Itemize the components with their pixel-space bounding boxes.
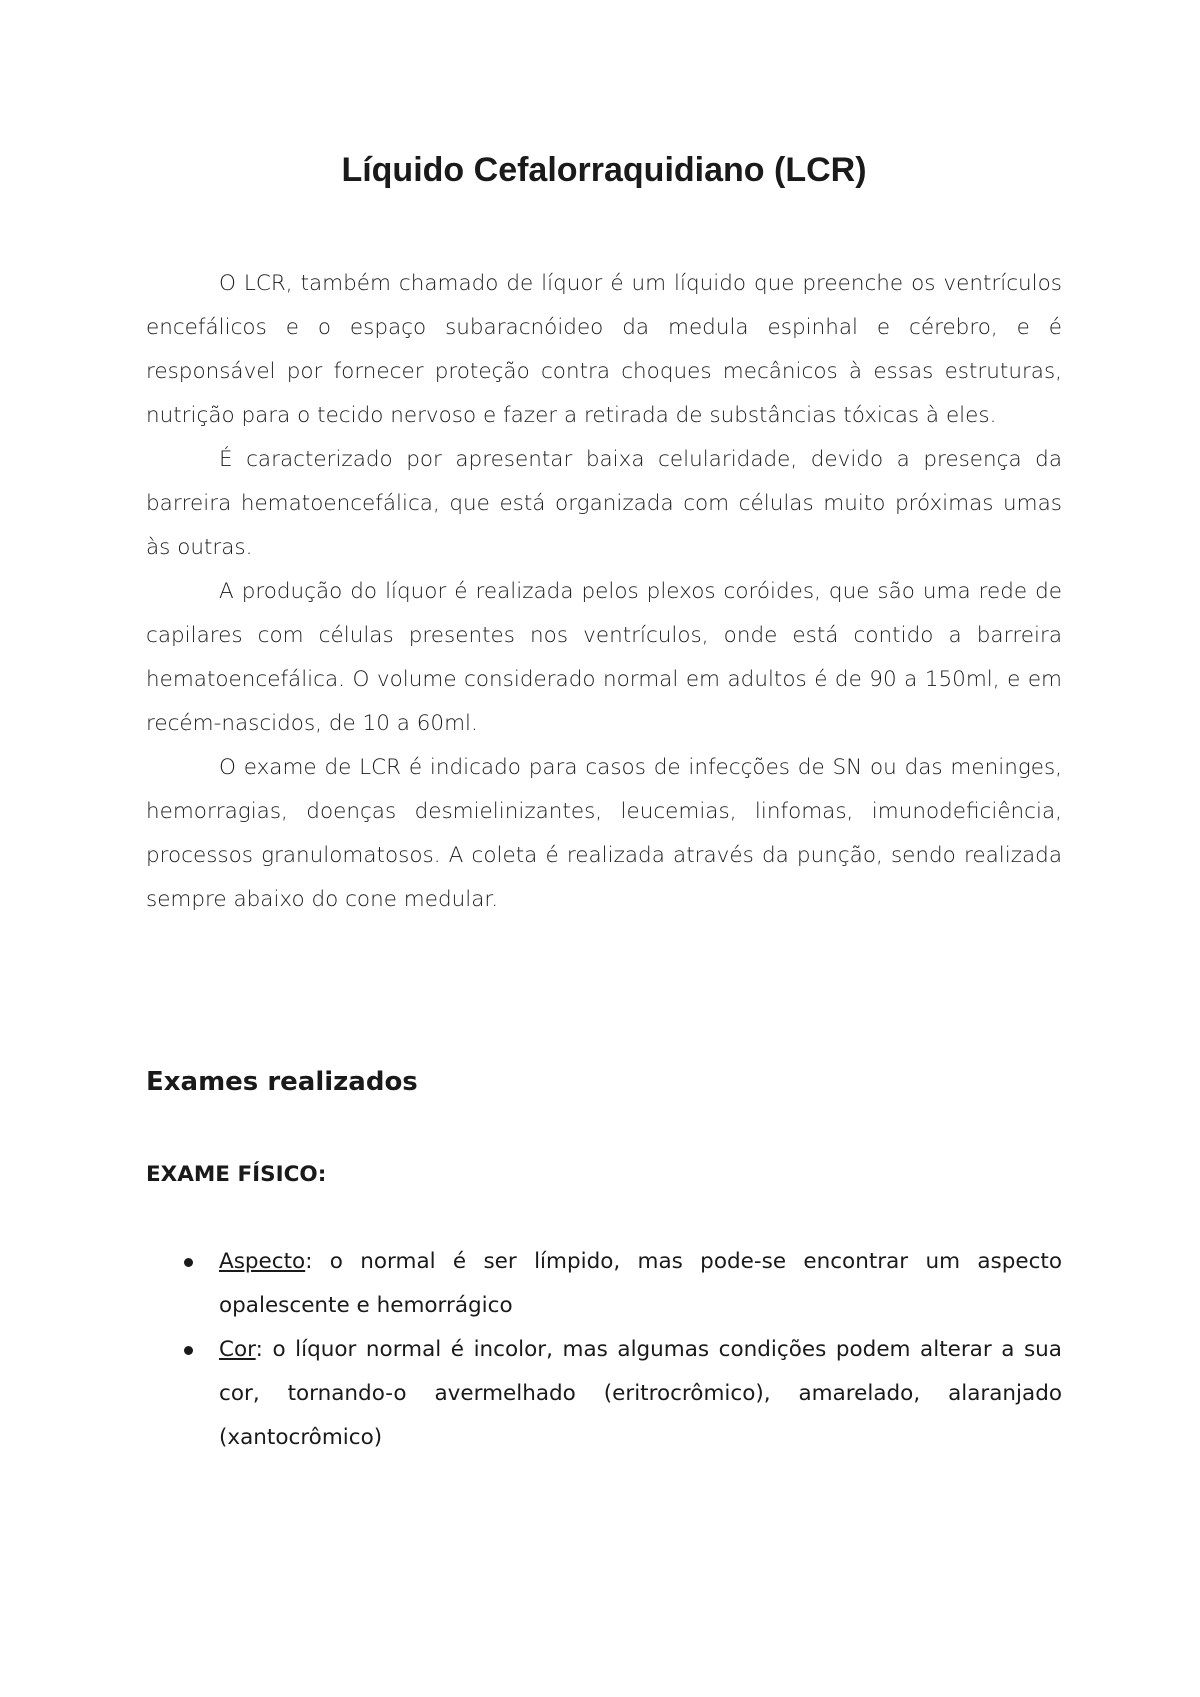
bullet-list (146, 1240, 1062, 1460)
sub-heading: EXAME FÍSICO: (146, 1162, 327, 1187)
paragraph: O LCR, também chamado de líquor é um líquido que preenche os ventrículos encefálicos e o espaço subaracnóideo da medula espinhal e cérebro, e é responsável por fornecer proteção contra choques mecânicos à essas estruturas, nutrição para o tecido nervoso e fazer a retirada de substâncias tóxicas à eles. (146, 271, 1062, 428)
document-title: Líquido Cefalorraquidiano (LCR) (341, 151, 867, 189)
paragraph: A produção do líquor é realizada pelos plexos coróides, que são uma rede de capilares com células presentes nos ventrículos, onde está contido a barreira hematoencefálica. O volume considerado normal em adultos é de 90 a 150ml, e em recém-nascidos, de 10 a 60ml. (146, 579, 1062, 736)
section-heading: Exames realizados (146, 1067, 418, 1097)
paragraph: É caracterizado por apresentar baixa celularidade, devido a presença da barreira hematoencefálica, que está organizada com células muito próximas umas às outras. (146, 447, 1062, 560)
bullet-icon (184, 1346, 193, 1355)
bullet-icon (184, 1258, 193, 1267)
intro-text (146, 262, 1062, 922)
list-item-term: Aspecto (219, 1249, 306, 1274)
list-item (146, 1328, 1062, 1460)
list-item (146, 1240, 1062, 1328)
list-item-term: Cor (219, 1337, 256, 1362)
list-item-text: : o líquor normal é incolor, mas algumas condições podem alterar a sua cor, tornando-o avermelhado (eritrocrômico), amarelado, alaranjado (xantocrômico) (219, 1337, 1062, 1450)
paragraph: O exame de LCR é indicado para casos de infecções de SN ou das meninges, hemorragias, doenças desmielinizantes, leucemias, linfomas, imunodeficiência, processos granulomatosos. A coleta é realizada através da punção, sendo realizada sempre abaixo do cone medular. (146, 755, 1062, 912)
list-item-text: : o normal é ser límpido, mas pode-se encontrar um aspecto opalescente e hemorrágico (219, 1249, 1062, 1318)
